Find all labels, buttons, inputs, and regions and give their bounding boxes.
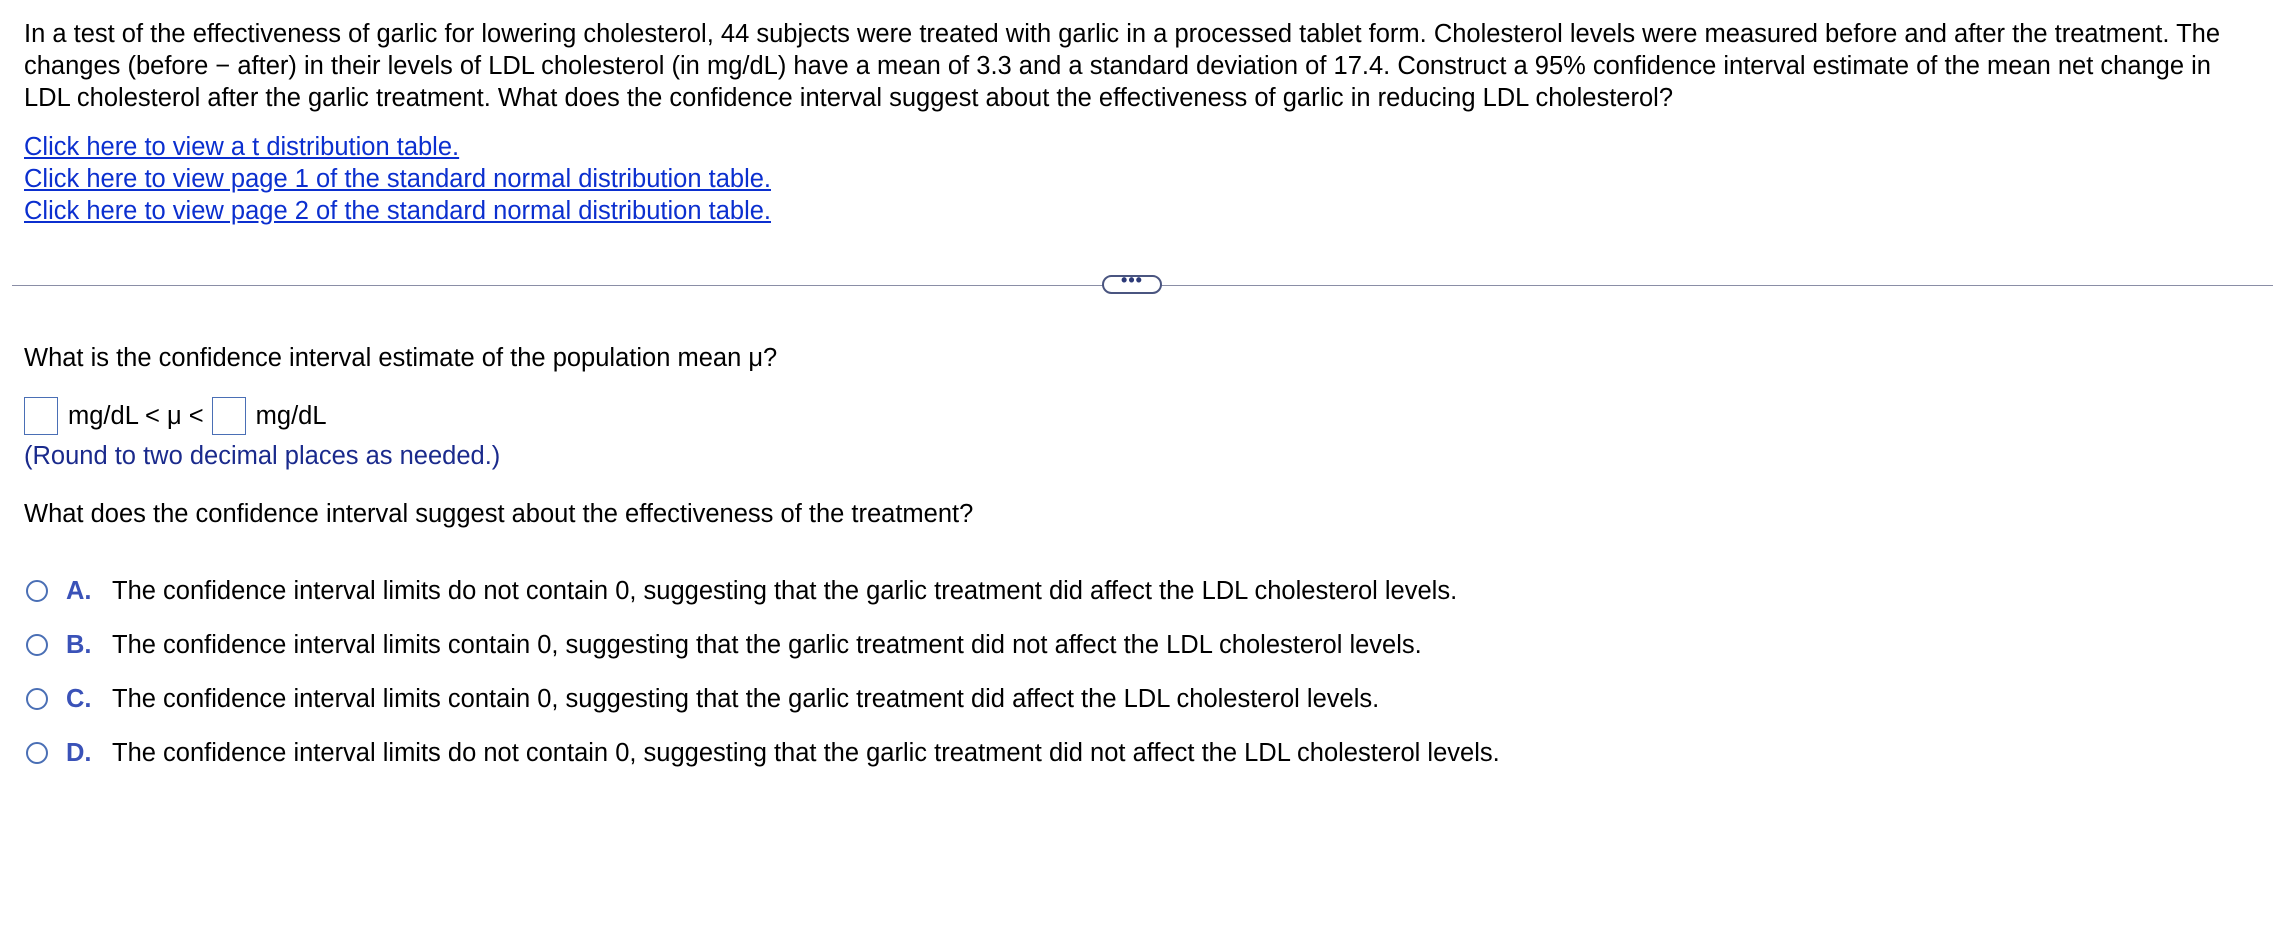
option-text: The confidence interval limits do not contain 0, suggesting that the garlic treatment did not affect the LDL cholesterol levels. [112, 738, 1500, 767]
normal-table-page1-link[interactable]: Click here to view page 1 of the standard normal distribution table. [24, 165, 771, 193]
question-1-prompt: What is the confidence interval estimate of the population mean μ? [24, 344, 778, 372]
radio-button-icon[interactable] [26, 742, 48, 764]
option-letter: A. [66, 576, 92, 605]
question-2-prompt: What does the confidence interval suggest about the effectiveness of the treatment? [24, 500, 974, 528]
radio-button-icon[interactable] [26, 688, 48, 710]
option-letter: B. [66, 630, 92, 659]
upper-bound-input[interactable] [212, 397, 246, 435]
answer-options [26, 564, 1500, 780]
rounding-hint: (Round to two decimal places as needed.) [24, 442, 501, 470]
option-b[interactable] [26, 618, 1500, 672]
radio-button-icon[interactable] [26, 580, 48, 602]
interval-unit-text: mg/dL [255, 401, 327, 430]
reference-links [24, 131, 771, 227]
option-text: The confidence interval limits do not contain 0, suggesting that the garlic treatment did affect the LDL cholesterol levels. [112, 576, 1458, 605]
option-text: The confidence interval limits contain 0, suggesting that the garlic treatment did affect the LDL cholesterol levels. [112, 684, 1380, 713]
interval-answer-row [24, 396, 327, 436]
t-distribution-table-link[interactable]: Click here to view a t distribution table. [24, 133, 460, 161]
option-letter: C. [66, 684, 92, 713]
option-letter: D. [66, 738, 92, 767]
normal-table-page2-link[interactable]: Click here to view page 2 of the standard normal distribution table. [24, 197, 771, 225]
option-d[interactable] [26, 726, 1500, 780]
radio-button-icon[interactable] [26, 634, 48, 656]
option-c[interactable] [26, 672, 1500, 726]
option-a[interactable] [26, 564, 1500, 618]
option-text: The confidence interval limits contain 0, suggesting that the garlic treatment did not affect the LDL cholesterol levels. [112, 630, 1422, 659]
problem-statement: In a test of the effectiveness of garlic for lowering cholesterol, 44 subjects were treated with garlic in a processed tablet form. Cholesterol levels were measured before and after the treatment. The changes (before − after) in their levels of LDL cholesterol (in mg/dL) have a mean of 3.3 and a standard deviation of 17.4. Construct a 95% confidence interval estimate of the mean net change in LDL cholesterol after the garlic treatment. What does the confidence interval suggest about the effectiveness of garlic in reducing LDL cholesterol? [24, 20, 2221, 112]
lower-bound-input[interactable] [24, 397, 58, 435]
expand-more-button[interactable]: ••• [1102, 275, 1162, 294]
interval-middle-text: mg/dL < μ < [68, 401, 204, 430]
